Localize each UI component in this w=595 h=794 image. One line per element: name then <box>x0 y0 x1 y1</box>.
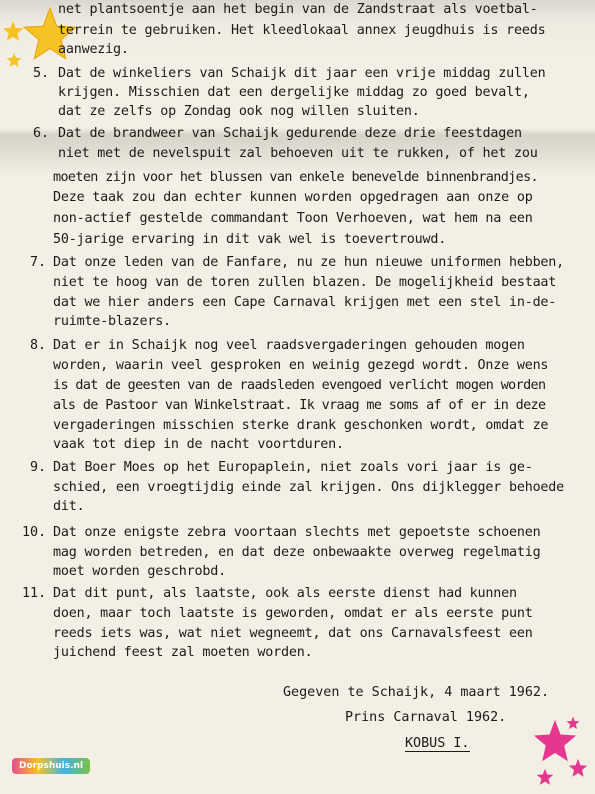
text-line: moeten zijn voor het blussen van enkele benevelde binnenbrandjes. <box>53 170 539 185</box>
text-line: is dat de geesten van de raadsleden evengoed verlicht mogen worden <box>53 378 546 393</box>
text-line: Dat dit punt, als laatste, ook als eerste dienst had kunnen <box>53 586 517 601</box>
text-line: terrein te gebruiken. Het kleedlokaal annex jeugdhuis is reeds <box>58 23 546 38</box>
signature-name: KOBUS I. <box>405 736 470 751</box>
text-line: dat we hier anders een Cape Carnaval krijgen met een stel in-de- <box>53 295 557 310</box>
text-line: mag worden betreden, en dat deze onbewaakte overweg regelmatig <box>53 545 541 560</box>
text-line: juichend feest zal moeten worden. <box>53 645 313 660</box>
item-number: 7. <box>30 255 47 270</box>
text-line: non-actief gestelde commandant Toon Verhoeven, wat hem na een <box>53 211 533 226</box>
signature-place-date: Gegeven te Schaijk, 4 maart 1962. <box>283 685 550 700</box>
text-line: moet worden geschrobd. <box>53 564 226 579</box>
text-line: Dat onze enigste zebra voortaan slechts met gepoetste schoenen <box>53 525 541 540</box>
text-line: schied, een vroegtijdig einde zal krijgen. Ons dijklegger behoede <box>53 480 565 495</box>
text-line: Dat onze leden van de Fanfare, nu ze hun nieuwe uniformen hebben, <box>53 255 565 270</box>
text-line: worden, waarin veel gesproken en weinig gezegd wordt. Onze wens <box>53 358 549 373</box>
text-line: Deze taak zou dan echter kunnen worden opgedragen aan onze op <box>53 190 533 205</box>
text-line: vaak tot diep in de nacht voortduren. <box>53 437 344 452</box>
text-line: niet met de nevelspuit zal behoeven uit te rukken, of het zou <box>58 146 538 161</box>
text-line: dat ze zelfs op Zondag ook nog willen sluiten. <box>58 104 420 119</box>
text-line: Dat er in Schaijk nog veel raadsvergaderingen gehouden mogen <box>53 338 525 353</box>
text-line: 50-jarige ervaring in dit vak wel is toevertrouwd. <box>53 232 447 247</box>
text-line: dit. <box>53 499 85 514</box>
item-number: 6. <box>33 126 50 141</box>
text-line: Dat Boer Moes op het Europaplein, niet zoals vori jaar is ge- <box>53 460 533 475</box>
text-line: krijgen. Misschien dat een dergelijke middag zo goed bevalt, <box>58 85 530 100</box>
text-line: als de Pastoor van Winkelstraat. Ik vraag me soms af of er in deze <box>53 398 546 413</box>
text-line: Dat de brandweer van Schaijk gedurende deze drie feestdagen <box>58 126 522 141</box>
yellow-star-small-icon <box>2 20 24 42</box>
item-number: 5. <box>33 66 50 81</box>
site-logo: Dorpshuis.nl <box>12 758 90 774</box>
text-line: Dat de winkeliers van Schaijk dit jaar een vrije middag zullen <box>58 66 546 81</box>
pink-star-small-icon <box>566 716 580 730</box>
text-line: ruimte-blazers. <box>53 314 171 329</box>
text-line: vergaderingen misschien sterke drank geschonken wordt, omdat ze <box>53 418 549 433</box>
text-line: reeds iets was, wat niet wegneemt, dat ons Carnavalsfeest een <box>53 626 533 641</box>
item-number: 8. <box>30 338 47 353</box>
item-number: 9. <box>30 460 47 475</box>
yellow-star-tiny-icon <box>6 52 22 68</box>
item-number: 10. <box>22 525 47 540</box>
text-line: doen, maar toch laatste is geworden, omdat er als eerste punt <box>53 606 533 621</box>
text-line: aanwezig. <box>58 42 129 57</box>
item-number: 11. <box>22 586 47 601</box>
text-line: niet te hoog van de toren zullen blazen. De mogelijkheid bestaat <box>53 275 557 290</box>
signature-title: Prins Carnaval 1962. <box>345 710 507 725</box>
text-line: net plantsoentje aan het begin van de Zandstraat als voetbal- <box>58 2 538 17</box>
pink-star-right-icon <box>568 758 588 778</box>
pink-star-bottom-icon <box>536 768 554 786</box>
